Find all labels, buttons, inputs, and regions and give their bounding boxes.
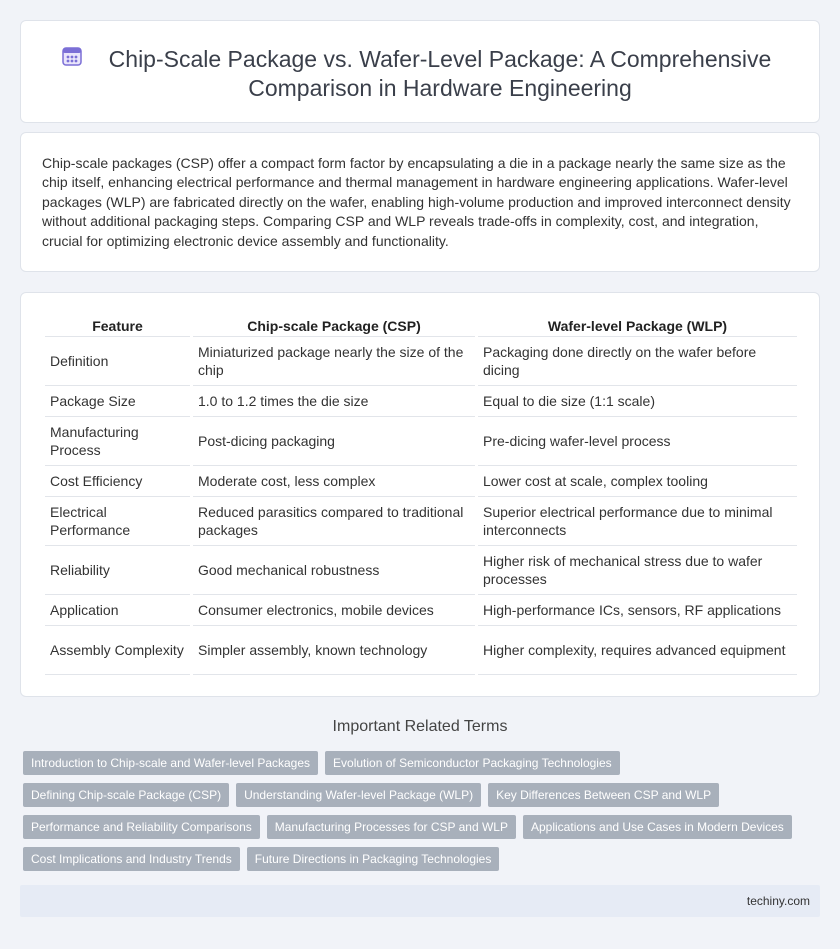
page-title: Chip-Scale Package vs. Wafer-Level Package: A Comprehensive Comparison in Hardware Engineering — [108, 46, 772, 101]
header-wlp: Wafer-level Package (WLP) — [478, 314, 797, 337]
csp-cell: 1.0 to 1.2 times the die size — [193, 386, 475, 417]
wlp-cell: Higher risk of mechanical stress due to wafer processes — [478, 546, 797, 595]
feature-cell: Package Size — [45, 386, 190, 417]
wlp-cell: Equal to die size (1:1 scale) — [478, 386, 797, 417]
related-term-tag[interactable]: Evolution of Semiconductor Packaging Technologies — [325, 751, 620, 775]
tag-row — [23, 783, 818, 807]
csp-cell: Good mechanical robustness — [193, 546, 475, 595]
csp-cell: Post-dicing packaging — [193, 417, 475, 466]
related-term-tag[interactable]: Manufacturing Processes for CSP and WLP — [267, 815, 516, 839]
intro-card — [20, 132, 820, 272]
related-terms-heading: Important Related Terms — [332, 718, 508, 735]
csp-cell: Simpler assembly, known technology — [193, 626, 475, 675]
wlp-cell: Superior electrical performance due to minimal interconnects — [478, 497, 797, 546]
table-row — [45, 497, 797, 546]
tag-row — [23, 847, 818, 871]
feature-cell: Application — [45, 595, 190, 626]
related-term-tag[interactable]: Applications and Use Cases in Modern Devices — [523, 815, 792, 839]
wlp-cell: Pre-dicing wafer-level process — [478, 417, 797, 466]
related-term-tag[interactable]: Introduction to Chip-scale and Wafer-level Packages — [23, 751, 318, 775]
wlp-cell: Higher complexity, requires advanced equipment — [478, 626, 797, 675]
feature-cell: Assembly Complexity — [45, 626, 190, 675]
related-term-tag[interactable]: Future Directions in Packaging Technologies — [247, 847, 500, 871]
related-term-tag[interactable]: Defining Chip-scale Package (CSP) — [23, 783, 229, 807]
table-row — [45, 626, 797, 675]
title-card — [20, 20, 820, 123]
related-term-tag[interactable]: Cost Implications and Industry Trends — [23, 847, 240, 871]
tag-row — [23, 751, 818, 775]
related-term-tag[interactable]: Understanding Wafer-level Package (WLP) — [236, 783, 481, 807]
tag-row — [23, 815, 818, 839]
intro-paragraph: Chip-scale packages (CSP) offer a compact form factor by encapsulating a die in a package nearly the same size as the chip itself, enhancing electrical performance and thermal management in hardware engineering applications. Wafer-level packages (WLP) are fabricated directly on the wafer, enabling high-volume production and improved interconnect density without additional packaging steps. Comparing CSP and WLP reveals trade-offs in complexity, cost, and integration, crucial for optimizing electronic device assembly and functionality. — [42, 155, 791, 249]
table-row — [45, 417, 797, 466]
header-feature: Feature — [45, 314, 190, 337]
footer-site-link[interactable]: techiny.com — [746, 894, 810, 908]
header-csp: Chip-scale Package (CSP) — [193, 314, 475, 337]
feature-cell: Definition — [45, 337, 190, 386]
wlp-cell: Lower cost at scale, complex tooling — [478, 466, 797, 497]
feature-cell: Manufacturing Process — [45, 417, 190, 466]
table-row — [45, 386, 797, 417]
table-row — [45, 337, 797, 386]
csp-cell: Miniaturized package nearly the size of the chip — [193, 337, 475, 386]
related-terms-list — [23, 751, 818, 879]
table-row — [45, 546, 797, 595]
related-term-tag[interactable]: Key Differences Between CSP and WLP — [488, 783, 719, 807]
feature-cell: Electrical Performance — [45, 497, 190, 546]
table-row — [45, 466, 797, 497]
wlp-cell: Packaging done directly on the wafer before dicing — [478, 337, 797, 386]
comparison-table-card — [20, 292, 820, 697]
table-row — [45, 595, 797, 626]
comparison-table — [42, 314, 800, 675]
footer — [20, 885, 820, 917]
wlp-cell: High-performance ICs, sensors, RF applications — [478, 595, 797, 626]
related-term-tag[interactable]: Performance and Reliability Comparisons — [23, 815, 260, 839]
feature-cell: Cost Efficiency — [45, 466, 190, 497]
csp-cell: Consumer electronics, mobile devices — [193, 595, 475, 626]
feature-cell: Reliability — [45, 546, 190, 595]
csp-cell: Reduced parasitics compared to traditional packages — [193, 497, 475, 546]
table-header-row — [45, 314, 797, 337]
csp-cell: Moderate cost, less complex — [193, 466, 475, 497]
